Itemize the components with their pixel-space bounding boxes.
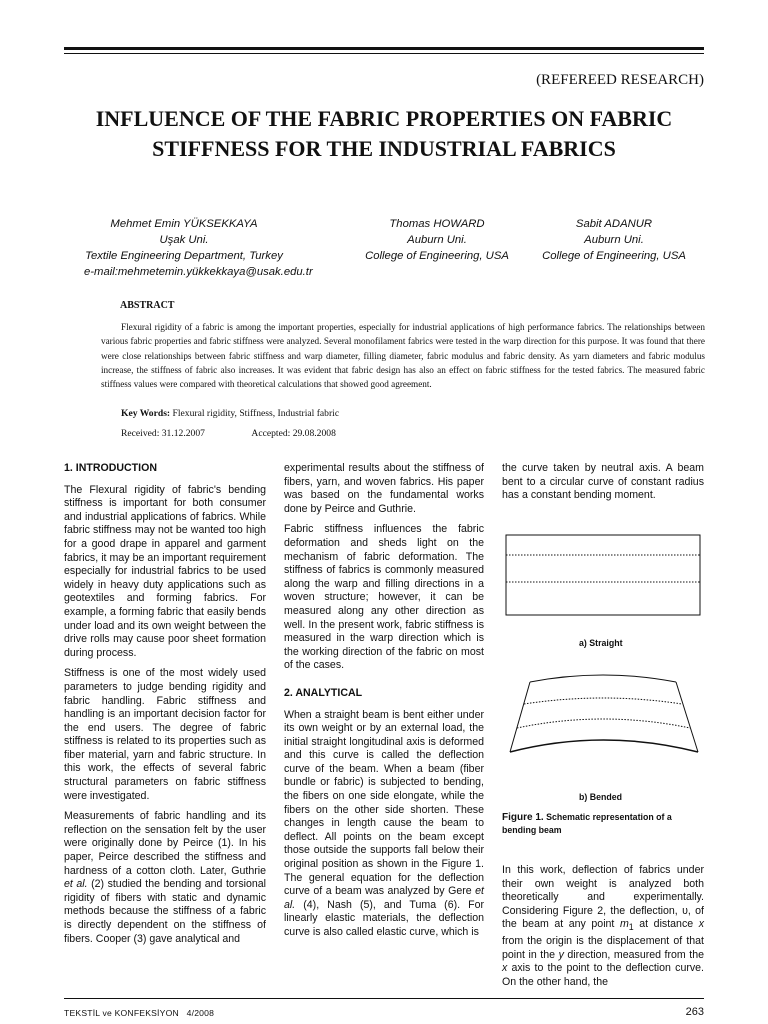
- author-email: e-mail:mehmetemin.yükkekkaya@usak.edu.tr: [84, 266, 313, 278]
- bending-beam-diagram: [502, 530, 704, 830]
- footer-journal-name: TEKSTİL ve KONFEKSİYON 4/2008: [64, 1008, 215, 1018]
- paragraph: experimental results about the stiffness of fibers, yarn, and woven fabrics. His paper was based on the fundamental works done by Peirce and Guthrie.: [284, 462, 484, 515]
- column-2: [284, 462, 484, 947]
- author-affiliation: Auburn Uni.: [584, 234, 644, 246]
- author-department: College of Engineering, USA: [365, 250, 509, 262]
- figure-1-caption: [502, 811, 704, 836]
- author-affiliation: Auburn Uni.: [407, 234, 467, 246]
- author-affiliation: Uşak Uni.: [159, 234, 209, 246]
- accepted-date: Accepted: 29.08.2008: [251, 428, 336, 439]
- bent-beam-right-edge: [676, 682, 698, 752]
- paragraph: Measurements of fabric handling and its reflection on the sensation felt by the user were originally done by Peirce (1). In his paper, Peirce described the stiffness and hardness of a cotton cloth. Later, Guthrie et al. (2) studied the bending and torsional rigidity of fibers with static and dynamic methods because the stiffness of a fabric is directly dependent on the stiffness of fibers. Cooper (3) gave analytical and: [64, 810, 267, 945]
- top-rule-thick: [64, 47, 704, 50]
- author-1: [84, 216, 313, 280]
- author-department: Textile Engineering Department, Turkey: [85, 250, 283, 262]
- paragraph: When a straight beam is bent either under its own weight or by an external load, the initial straight longitudinal axis is deformed and this curve is called the deflection curve of the beam. When a beam (fiber bundle or fabric) is subjected to bending, the fibers on one side elongate, while the fibers on the other side shorten. These changes in length cause the beam to deflect. All points on the beam except those outside the supports fall below their original position as shown in the Figure 1. The general equation for the deflection curve of a beam was analyzed by Gere et al. (4), Nash (5), and Tuma (6). For linearly elastic materials, the deflection curve is also called elastic curve, which is: [284, 708, 484, 938]
- column-3-top-text: the curve taken by neutral axis. A beam bent to a circular curve of constant radius has a constant bending moment.: [502, 462, 704, 502]
- figure-caption-text: Schematic representation of a bending beam: [502, 812, 672, 835]
- author-2: [342, 216, 532, 264]
- bent-beam-bottom-edge: [510, 740, 698, 752]
- abstract-text: Flexural rigidity of a fabric is among the important properties, especially for industrial applications of high performance fabrics. The relationships between various fabric properties and fabric stiffness were analyzed. Several monofilament fabrics were tested in the warp direction for this purpose. It was found that there were close relationships between fabric stiffness and warp diameter, filling diameter, fabric modulus and fabric density. As yarn diameters and fabric modulus increase, the stiffness of fabric also increases. It was evident that fabric design has also an effect on fabric stiffness for the tested fabrics. The measured fabric stiffness values were compared with theoretical calculations that showed good agreement.: [101, 322, 705, 390]
- bent-beam-fiber-line: [524, 698, 682, 704]
- received-date: Received: 31.12.2007: [121, 428, 205, 439]
- paragraph: Stiffness is one of the most widely used parameters to judge bending rigidity and fabric handling. Fabric stiffness and handling is an important decision factor for the end users. The degree of fabric stiffness is related to its properties such as fiber material, yarn and fabric structure. In this work, the effects of several fabric structural parameters on fabric stiffness were investigated.: [64, 667, 266, 802]
- paper-title: INFLUENCE OF THE FABRIC PROPERTIES ON FABRIC STIFFNESS FOR THE INDUSTRIAL FABRICS: [95, 106, 673, 161]
- refereed-research-tag: (REFEREED RESEARCH): [536, 72, 704, 88]
- figure-label-bended: b) Bended: [579, 792, 623, 802]
- bent-beam-left-edge: [510, 682, 530, 752]
- figure-1: [502, 530, 704, 830]
- author-3: [532, 216, 696, 264]
- page-number: 263: [685, 1006, 704, 1018]
- abstract-heading: ABSTRACT: [120, 300, 175, 311]
- author-department: College of Engineering, USA: [542, 250, 686, 262]
- section-heading-analytical: 2. ANALYTICAL: [284, 686, 363, 699]
- author-name: Thomas HOWARD: [389, 218, 485, 230]
- paragraph: Fabric stiffness influences the fabric deformation and sheds light on the mechanism of fabric deformation. The stiffness of fabrics is commonly measured along the warp and filling directions in a woven structure; however, it can be measured along any other direction as well. In the present work, fabric stiffness is measured in the warp direction which is the working direction of the fabric on most of the cases.: [284, 523, 484, 672]
- footer-rule: [64, 998, 704, 999]
- figure-caption-label: Figure 1.: [502, 812, 544, 823]
- keywords-label: Key Words:: [121, 408, 171, 419]
- column-1: [64, 462, 266, 953]
- author-name: Sabit ADANUR: [575, 218, 653, 230]
- keywords: [121, 408, 339, 419]
- submission-dates: [121, 428, 336, 439]
- figure-label-straight: a) Straight: [579, 638, 623, 648]
- column-3-bottom-text: In this work, deflection of fabrics under their own weight is analyzed both theoretically and experimentally. Considering Figure 2, the deflection, υ, of the beam at any point $m_1$ at distance x from the origin is the displacement of that point in the y direction, measured from the x axis to the point to the deflection curve. On the other hand, the: [502, 864, 705, 988]
- bent-beam-top-edge: [530, 675, 676, 682]
- section-heading-introduction: 1. INTRODUCTION: [64, 462, 157, 474]
- keywords-list: Flexural rigidity, Stiffness, Industrial fabric: [172, 408, 340, 419]
- paragraph: The Flexural rigidity of fabric's bending stiffness is important for both consumer and industrial applications of fabrics. While fabric stiffness may not be wanted too high for a good drape in apparel and garment fabrics, it may be an important requirement especially for industrial fabrics to be used widely in heavy duty applications such as geotextiles and forming fabrics. For example, a forming fabric that easily bends under load and its own weight between the drive rolls may cause poor sheet formation during process.: [64, 483, 266, 659]
- author-name: Mehmet Emin YÜKSEKKAYA: [110, 218, 258, 230]
- top-rule-thin: [64, 53, 704, 54]
- bent-beam-fiber-line: [517, 719, 690, 728]
- straight-beam-outline: [506, 535, 700, 615]
